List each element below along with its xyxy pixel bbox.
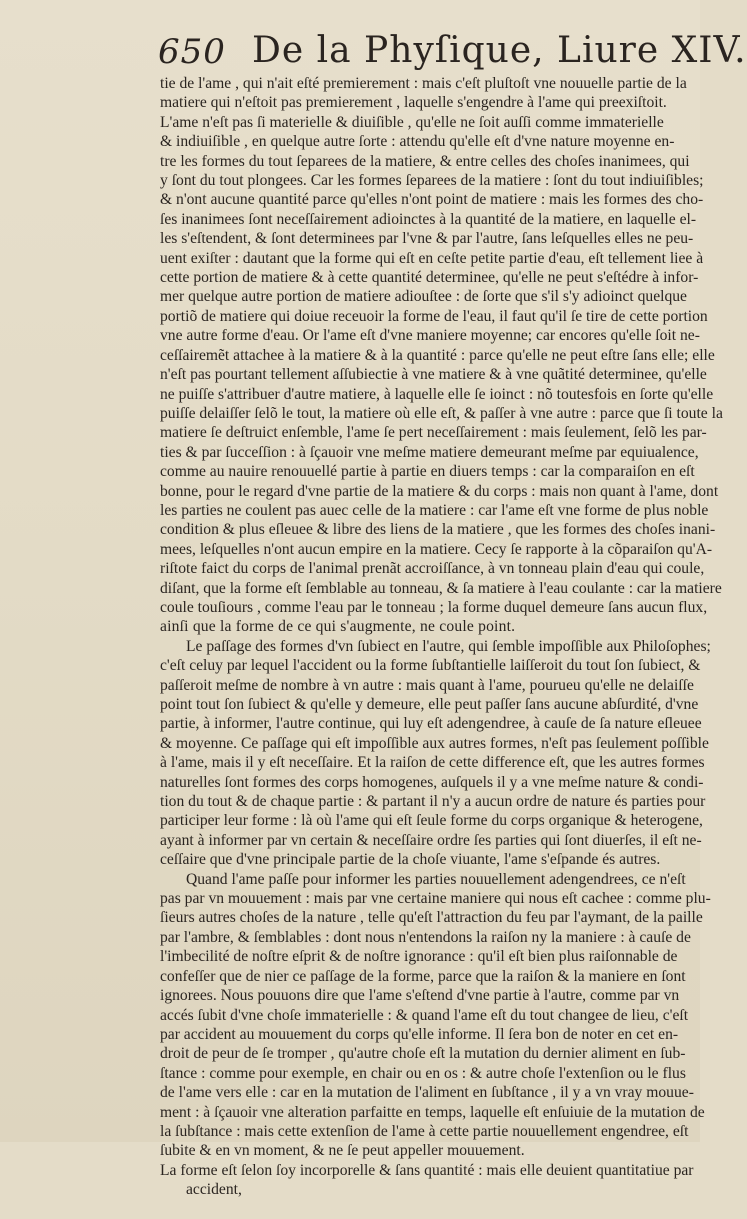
text-line: ſtance : comme pour exemple, en chair ou en os : & autre choſe l'extenſion ou le flus bbox=[160, 1064, 686, 1082]
text-line: portiõ de matiere qui doiue receuoir la forme de l'eau, il faut qu'il ſe tire de cette portion bbox=[160, 307, 708, 325]
text-line: ayant à informer par vn certain & neceſſaire ordre ſes parties qui ſont diuerſes, il eſt ne- bbox=[160, 831, 702, 849]
text-line: mees, leſquelles n'ont aucun empire en la matiere. Cecy ſe rapporte à la cõparaiſon qu'A- bbox=[160, 540, 713, 558]
text-line: diſant, que la forme eſt ſemblable au tonneau, & ſa matiere à l'eau coulante : car la matiere bbox=[160, 579, 722, 597]
text-line: bonne, pour le regard d'vne partie de la matiere & du corps : mais non quant à l'ame, dont bbox=[160, 482, 719, 500]
text-line: matiere qui n'eſtoit pas premierement , laquelle s'engendre à l'ame qui preexiſtoit. bbox=[160, 94, 667, 112]
text-line: l'imbecilité de noſtre eſprit & de noſtre ignorance : qu'il eſt bien plus raiſonnable de bbox=[160, 948, 678, 966]
text-line: & indiuiſible , en quelque autre ſorte : attendu qu'elle eſt d'vne nature moyenne en- bbox=[160, 133, 675, 151]
text-line: pas par vn mouuement : mais par vne certaine maniere qui nous eſt cachee : comme plu- bbox=[160, 890, 711, 908]
text-line: tie de l'ame , qui n'ait eſté premierement : mais c'eſt pluſtoſt vne nouuelle partie de la bbox=[160, 75, 687, 92]
text-line: tion du tout & de chaque partie : & partant il n'y a aucun ordre de nature és parties pour bbox=[160, 793, 706, 811]
text-line: naturelles ſont formes des corps homogenes, auſquels il y a vne meſme nature & condi- bbox=[160, 773, 704, 791]
text-line: ne puiſſe s'attribuer d'autre matiere, à laquelle elle ſe ioinct : nõ toutesfois en ſorte qu'elle bbox=[160, 385, 714, 403]
text-line: partie, à informer, l'autre continue, qui luy eſt adengendree, à cauſe de ſa nature eſleuee bbox=[160, 715, 702, 733]
text-line: de l'ame vers elle : car en la mutation de l'aliment en ſubſtance , il y a vn vray mouue- bbox=[160, 1084, 694, 1102]
text-line: tre les formes du tout ſeparees de la matiere, & entre celles des choſes inanimees, qui bbox=[160, 152, 690, 170]
paragraph-start-line: Le paſſage des formes d'vn ſubiect en l'autre, qui ſemble impoſſible aux Philoſophes; bbox=[186, 637, 711, 655]
text-line: c'eſt celuy par lequel l'accident ou la forme ſubſtantielle laiſſeroit du tout ſon ſubiect, & bbox=[160, 657, 701, 675]
text-line: ment : à ſçauoir vne alteration parfaitte en temps, laquelle eſt enſuiuie de la mutation de bbox=[160, 1103, 705, 1121]
page-number: 650 bbox=[158, 32, 226, 72]
text-line: par l'ambre, & ſemblables : dont nous n'entendons la raiſon ny la maniere : à cauſe de bbox=[160, 928, 691, 946]
text-line: participer leur forme : là où l'ame qui eſt ſeule forme du corps organique & heterogene, bbox=[160, 812, 703, 830]
text-line: comme au nauire renouuellé partie à partie en diuers temps : car la comparaiſon en eſt bbox=[160, 463, 695, 481]
text-line: condition & plus eſleuee & libre des liens de la matiere , que les formes des choſes inani- bbox=[160, 521, 716, 539]
text-line: ſubite & en vn moment, & ne ſe peut appeller mouuement. bbox=[160, 1142, 525, 1160]
text-line: La forme eſt ſelon ſoy incorporelle & ſans quantité : mais elle deuient quantitatiue par bbox=[160, 1161, 694, 1179]
text-line: par accident au mouuement du corps qu'elle informe. Il ſera bon de noter en cet en- bbox=[160, 1025, 679, 1043]
text-line: ſes inanimees ſont neceſſairement adioinctes à la quantité de la matiere, en laquelle el- bbox=[160, 210, 697, 228]
text-line: matiere ſe deſtruict enſemble, l'ame ſe pert neceſſairement : mais ſeulement, ſelõ les par- bbox=[160, 424, 707, 442]
text-line: accés ſubit d'vne choſe immaterielle : & quand l'ame eſt du tout changee de lieu, c'eſt bbox=[160, 1006, 689, 1024]
text-line: ceſſaire que d'vne principale partie de la choſe viuante, l'ame s'eſpande és autres. bbox=[160, 851, 661, 869]
text-line: point tout ſon ſubiect & qu'elle y demeure, elle peut paſſer ſans aucune abſurdité, d'vne bbox=[160, 696, 699, 713]
text-line: puiſſe delaiſſer ſelõ le tout, la matiere où elle eſt, & paſſer à vne autre : parce que ſi toute la bbox=[160, 404, 723, 422]
text-line: coule touſiours , comme l'eau par le tonneau ; la forme duquel demeure ſans aucun flux, bbox=[160, 598, 708, 616]
text-line: les s'eſtendent, & ſont determinees par l'vne & par l'autre, ſans leſquelles elles ne peu- bbox=[160, 230, 694, 248]
paragraph-start-line: Quand l'ame paſſe pour informer les parties nouuellement adengendrees, ce n'eſt bbox=[186, 870, 686, 888]
text-line: vne autre forme d'eau. Or l'ame eſt d'vne maniere moyenne; car encores qu'elle ſoit ne- bbox=[160, 327, 700, 345]
text-line: la ſubſtance : mais cette extenſion de l'ame à cette partie nouuellement engendree, eſt bbox=[160, 1122, 689, 1140]
text-line: ſieurs autres choſes de la nature , telle qu'eſt l'attraction du feu par l'aymant, de la paille bbox=[160, 909, 703, 927]
text-line: ties & par ſucceſſion : à ſçauoir vne meſme matiere demeurant meſme par equiualence, bbox=[160, 443, 699, 461]
text-line: ainſi que la forme de ce qui s'augmente, ne coule point. bbox=[160, 618, 516, 636]
paragraph-start-line: accident, bbox=[186, 1181, 242, 1199]
text-line: droit de peur de ſe tromper , qu'autre choſe eſt la mutation du dernier aliment en ſub- bbox=[160, 1045, 686, 1063]
text-line: ignorees. Nous pouuons dire que l'ame s'eſtend d'vne partie à l'autre, comme par vn bbox=[160, 987, 680, 1005]
text-line: cette portion de matiere & à cette quantité determinee, qu'elle ne peut s'eſtédre à infor- bbox=[160, 269, 699, 287]
text-line: à l'ame, mais il y eſt neceſſaire. Et la raiſon de cette difference eſt, que les autres formes bbox=[160, 754, 705, 772]
text-line: les parties ne coulent pas auec celle de la matiere : car l'ame eſt vne forme de plus noble bbox=[160, 501, 709, 519]
page-header bbox=[0, 30, 747, 76]
text-line: riſtote faict du corps de l'animal prenãt accroiſſance, à vn tonneau plain d'eau qui coule, bbox=[160, 560, 705, 578]
text-line: paſſeroit meſme de nombre à vn autre : mais quant à l'ame, pourueu qu'elle ne delaiſſe bbox=[160, 676, 694, 694]
text-line: L'ame n'eſt pas ſi materielle & diuiſible , qu'elle ne ſoit auſſi comme immaterielle bbox=[160, 113, 664, 131]
text-line: confeſſer que de nier ce paſſage de la forme, parce que la raiſon & la maniere en ſont bbox=[160, 967, 686, 985]
catchword bbox=[160, 1200, 690, 1219]
body-text bbox=[160, 74, 723, 1219]
text-line: ceſſairemẽt attachee à la matiere & à la quantité : parce qu'elle ne peut eſtre ſans elle; elle bbox=[160, 346, 715, 364]
text-line: n'eſt pas pourtant tellement aſſubiectie à vne matiere & à vne quãtité determinee, qu'elle bbox=[160, 366, 707, 384]
text-line: y ſont du tout plongees. Car les formes ſeparees de la matiere : ſont du tout indiuiſibles; bbox=[160, 172, 704, 190]
text-line: uent exiſter : dautant que la forme qui eſt en ceſte petite partie d'eau, eſt tellement liee à bbox=[160, 249, 704, 267]
running-head: De la Phyſique, Liure XIV. bbox=[252, 30, 747, 71]
text-line: mer quelque autre portion de matiere adiouſtee : de ſorte que s'il s'y adioinct quelque bbox=[160, 288, 687, 306]
text-line: & n'ont aucune quantité parce qu'elles n'ont point de matiere : mais les formes des cho- bbox=[160, 191, 704, 209]
text-line: & moyenne. Ce paſſage qui eſt impoſſible aux autres formes, n'eſt pas ſeulement poſſible bbox=[160, 734, 709, 752]
